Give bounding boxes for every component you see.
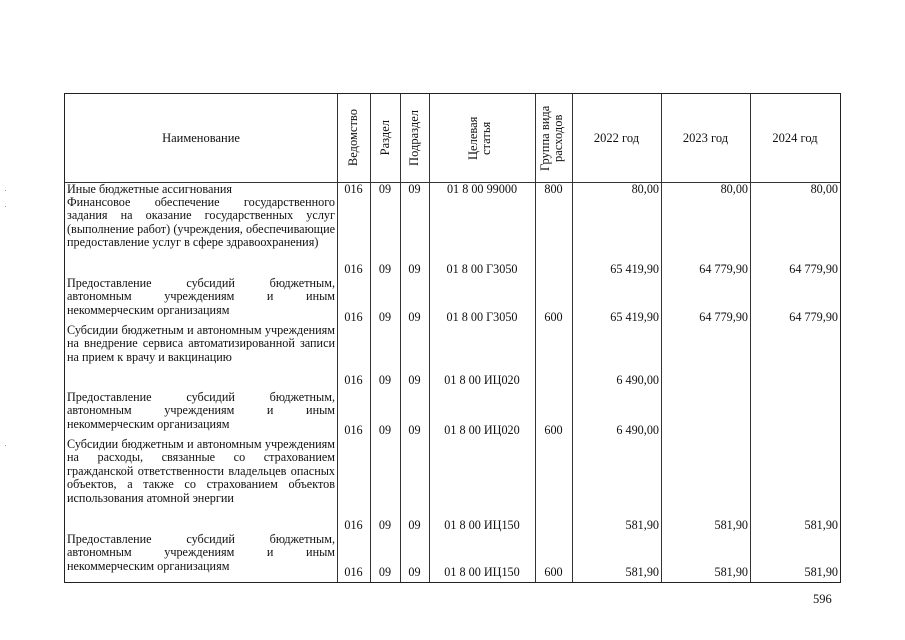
- cell-2023: 581,90: [714, 518, 748, 532]
- header-section-text: Раздел: [377, 120, 392, 156]
- cell-section: 09: [378, 565, 392, 579]
- cell-2022: 581,90: [625, 565, 659, 579]
- cell-ministry: 016: [344, 518, 363, 532]
- cell-section: 09: [378, 182, 392, 196]
- cell-2022: 581,90: [625, 518, 659, 532]
- cell-2024: 64 779,90: [789, 262, 838, 276]
- cell-2024: 64 779,90: [789, 310, 838, 324]
- cell-ministry: 016: [344, 310, 363, 324]
- cell-section: 09: [378, 518, 392, 532]
- header-section: [370, 94, 400, 182]
- cell-section: 09: [378, 423, 392, 437]
- cell-ministry: 016: [344, 373, 363, 387]
- header-target-text: Целевая статья: [466, 116, 493, 160]
- cell-subsection: 09: [408, 565, 421, 579]
- cell-subsection: 09: [408, 182, 421, 196]
- header-2023: 2023 год: [682, 130, 729, 145]
- cell-ministry: 016: [344, 262, 363, 276]
- cell-2024: 581,90: [804, 518, 838, 532]
- header-ministry: [337, 94, 370, 182]
- cell-subsection: 09: [408, 262, 421, 276]
- cell-target: 01 8 00 Г3050: [446, 262, 518, 276]
- scan-mark: [5, 190, 6, 191]
- header-ministry-text: Ведомство: [346, 109, 360, 167]
- header-name: Наименование: [162, 130, 240, 145]
- cell-2024: 581,90: [804, 565, 838, 579]
- header-expense-group: [535, 94, 572, 182]
- page-number: 596: [813, 592, 832, 606]
- cell-ministry: 016: [344, 565, 363, 579]
- header-target: [429, 94, 535, 182]
- scan-mark: [5, 206, 6, 207]
- row-name: Субсидии бюджетным и автономным учреждениям на расходы, связанные со страхованием гражданской ответственности владельцев опасных объектов, а также со страхованием объектов использования атомной энергии: [67, 437, 335, 505]
- cell-target: 01 8 00 ИЦ150: [444, 518, 520, 532]
- cell-ministry: 016: [344, 423, 363, 437]
- cell-section: 09: [378, 310, 392, 324]
- cell-target: 01 8 00 ИЦ150: [444, 565, 520, 579]
- row-name: Иные бюджетные ассигнования: [67, 182, 233, 196]
- cell-2024: 80,00: [810, 182, 838, 196]
- cell-2023: 64 779,90: [699, 262, 748, 276]
- cell-2022: 6 490,00: [616, 423, 659, 437]
- cell-subsection: 09: [408, 373, 421, 387]
- cell-section: 09: [378, 262, 392, 276]
- row-name: Финансовое обеспечение государственного задания на оказание государственных услуг (выполнение работ) (учреждения, обеспечивающие предоставление услуг в сфере здравоохранения): [67, 195, 335, 250]
- cell-expense-group: 600: [544, 310, 563, 324]
- row-name: Предоставление субсидий бюджетным, автономным учреждениям и иным некоммерческим организациям: [67, 276, 335, 317]
- cell-ministry: 016: [344, 182, 363, 196]
- header-subsection: [400, 94, 429, 182]
- cell-target: 01 8 00 Г3050: [446, 310, 518, 324]
- row-name: Предоставление субсидий бюджетным, автономным учреждениям и иным некоммерческим организациям: [67, 390, 335, 431]
- header-2024: 2024 год: [772, 130, 818, 145]
- cell-subsection: 09: [408, 423, 421, 437]
- cell-section: 09: [378, 373, 392, 387]
- cell-target: 01 8 00 ИЦ020: [444, 373, 520, 387]
- cell-expense-group: 600: [544, 423, 563, 437]
- cell-2022: 65 419,90: [610, 310, 659, 324]
- row-name: Предоставление субсидий бюджетным, автономным учреждениям и иным некоммерческим организациям: [67, 532, 335, 573]
- cell-2023: 64 779,90: [699, 310, 748, 324]
- cell-target: 01 8 00 99000: [446, 182, 518, 196]
- cell-subsection: 09: [408, 310, 421, 324]
- cell-2022: 80,00: [631, 182, 659, 196]
- header-2022: 2022 год: [593, 130, 640, 145]
- cell-2023: 581,90: [714, 565, 748, 579]
- cell-target: 01 8 00 ИЦ020: [444, 423, 520, 437]
- scan-mark: [5, 445, 6, 446]
- header-subsection-text: Подраздел: [407, 110, 421, 166]
- cell-2022: 65 419,90: [610, 262, 659, 276]
- cell-expense-group: 600: [544, 565, 563, 579]
- budget-table: [64, 93, 841, 583]
- cell-subsection: 09: [408, 518, 421, 532]
- cell-expense-group: 800: [544, 182, 563, 196]
- cell-2022: 6 490,00: [616, 373, 659, 387]
- header-expense-group-text: Группа вида расходов: [537, 105, 565, 171]
- row-name: Субсидии бюджетным и автономным учреждениям на внедрение сервиса автоматизированной записи на прием к врачу и вакцинацию: [67, 323, 335, 364]
- cell-2023: 80,00: [720, 182, 748, 196]
